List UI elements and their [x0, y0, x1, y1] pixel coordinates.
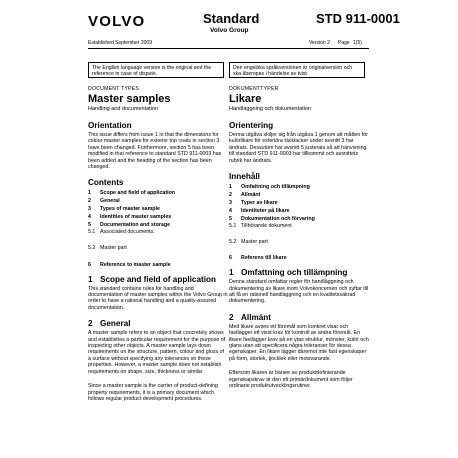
section-1-text: Denna standard omfattar regler för handläggning och dokumentering av likare inom Volvokoncernen och syftar till att få en rationell handläggning och en kvalitetssäkrad dokumentering. [229, 279, 369, 305]
english-column [88, 86, 228, 410]
section-2-text: Med likare avses ett föremål som konkret visar och fastlägger ett visst krav för kontroll av andra föremål. En likare fastlägger krav på en ytas struktur, mönster, kulör och glans utan att specificera några toleranser för dessa egenskaper. En likare lägger däremot inte fast egenskaper på form, storlek, tjocklek eller motsvarande. [229, 323, 369, 362]
standard-number: STD 911-0001 [316, 11, 400, 26]
document-subtitle: Handling and documentation [88, 106, 159, 112]
english-notice: The English language version is the original and the reference in case of dispute. [88, 62, 224, 78]
toc-item[interactable]: 2 General [88, 198, 120, 205]
toc-subitem[interactable]: 5.2 Master part [229, 238, 268, 245]
header-subtitle: Volvo Group [210, 27, 249, 34]
header-rule [88, 48, 369, 49]
toc-item[interactable]: 6 Reference to master sample [88, 261, 171, 268]
section-1-heading: 1 Scope and field of application [88, 274, 217, 284]
volvo-logo: VOLVO [88, 13, 146, 30]
orientation-heading: Orientation [88, 121, 132, 130]
table-of-contents [88, 189, 228, 268]
document-subtitle: Handläggning och dokumentation [229, 106, 311, 112]
toc-item[interactable]: 4 Identities of master samples [88, 214, 172, 221]
section-2-heading: 2 General [88, 319, 131, 329]
toc-item[interactable]: 1 Omfattning och tillämpning [229, 184, 310, 191]
section-2-heading: 2 Allmänt [229, 312, 272, 322]
section-1-text: This standard contains rules for handling and documentation of master samples within the Volvo Group in order to have a rational handling and a quality-assured documentation. [88, 285, 228, 311]
header-title: Standard [203, 11, 260, 26]
version-label: Version 2 [309, 40, 330, 46]
document-type: DOCUMENT TYPES [88, 86, 140, 92]
toc-item[interactable]: 5 Dokumentation och förvaring [229, 216, 315, 223]
toc-item[interactable]: 3 Typer av likare [229, 200, 278, 207]
section-2-text-cont: Eftersom likaren är bärare av produktdefinierande egenskapskrav är den ett primärdokument som följer ordinarie produktutvecklingsrutiner. [229, 370, 353, 390]
swedish-column [229, 86, 369, 398]
toc-subitem[interactable]: 5.1 Tillhörande dokument [229, 223, 292, 230]
swedish-notice: Den engelska språkversionen är originalversion och ska åberopas i händelse av tvist. [229, 62, 365, 78]
document-title: Master samples [88, 93, 171, 105]
contents-heading: Contents [88, 178, 124, 188]
section-2-text: A master sample refers to an object that concretely shows and establishes a particular requirement for the purpose of inspecting other objects. A master sample lays down requirements on the structure, pattern, colour and gloss of a surface without specifying any tolerances on these properties. However, a master sample does not establish requirements on shape, size, thickness or similar. [88, 330, 226, 375]
section-1-heading: 1 Omfattning och tillämpning [229, 268, 348, 278]
toc-item[interactable]: 4 Identiteter på likare [229, 208, 290, 215]
toc-subitem[interactable]: 5.1 Associated documents. [88, 229, 155, 236]
orientation-text: Denna utgåva skiljer sig från utgåva 1 genom att måtten för kulörlikare för exteriöra täcklacker under avsnitt 3 har ändrats. Dessutom har avsnitt 5 justerats så att hänvisning till standard STD 911-0003 har tillkommit och avsnittets rubrik har ändrats. [229, 132, 368, 164]
toc-item[interactable]: 6 Referens till likare [229, 255, 287, 262]
table-of-contents [229, 183, 369, 262]
toc-item[interactable]: 2 Allmänt [229, 192, 261, 199]
page-label: Page [338, 40, 350, 46]
orientation-heading: Orientering [229, 121, 274, 130]
orientation-text: This issue differs from issue 1 in that the dimensions for colour master samples for exterior top coats in section 3 have been changed. Furthermore, section 5 has been modified in that reference to standard STD 911-0003 has been added and the heading of the section has been changed. [88, 132, 222, 171]
toc-subitem[interactable]: 5.2 Master part [88, 245, 127, 252]
toc-item[interactable]: 5 Documentation and storage [88, 222, 171, 229]
document-type: DOKUMENTTYPER [229, 86, 279, 92]
contents-heading: Innehåll [229, 172, 260, 182]
established-date: September 2009 [115, 40, 152, 46]
toc-item[interactable]: 1 Scope and field of application [88, 190, 176, 197]
toc-item[interactable]: 3 Types of master sample [88, 206, 160, 213]
established-label: Established [88, 40, 114, 46]
section-2-text-cont: Since a master sample is the carrier of product-defining property requirements, it is a primary document which follows regular product development procedures. [88, 383, 218, 402]
document-title: Likare [229, 93, 262, 105]
page-number: 1(5) [353, 40, 362, 46]
